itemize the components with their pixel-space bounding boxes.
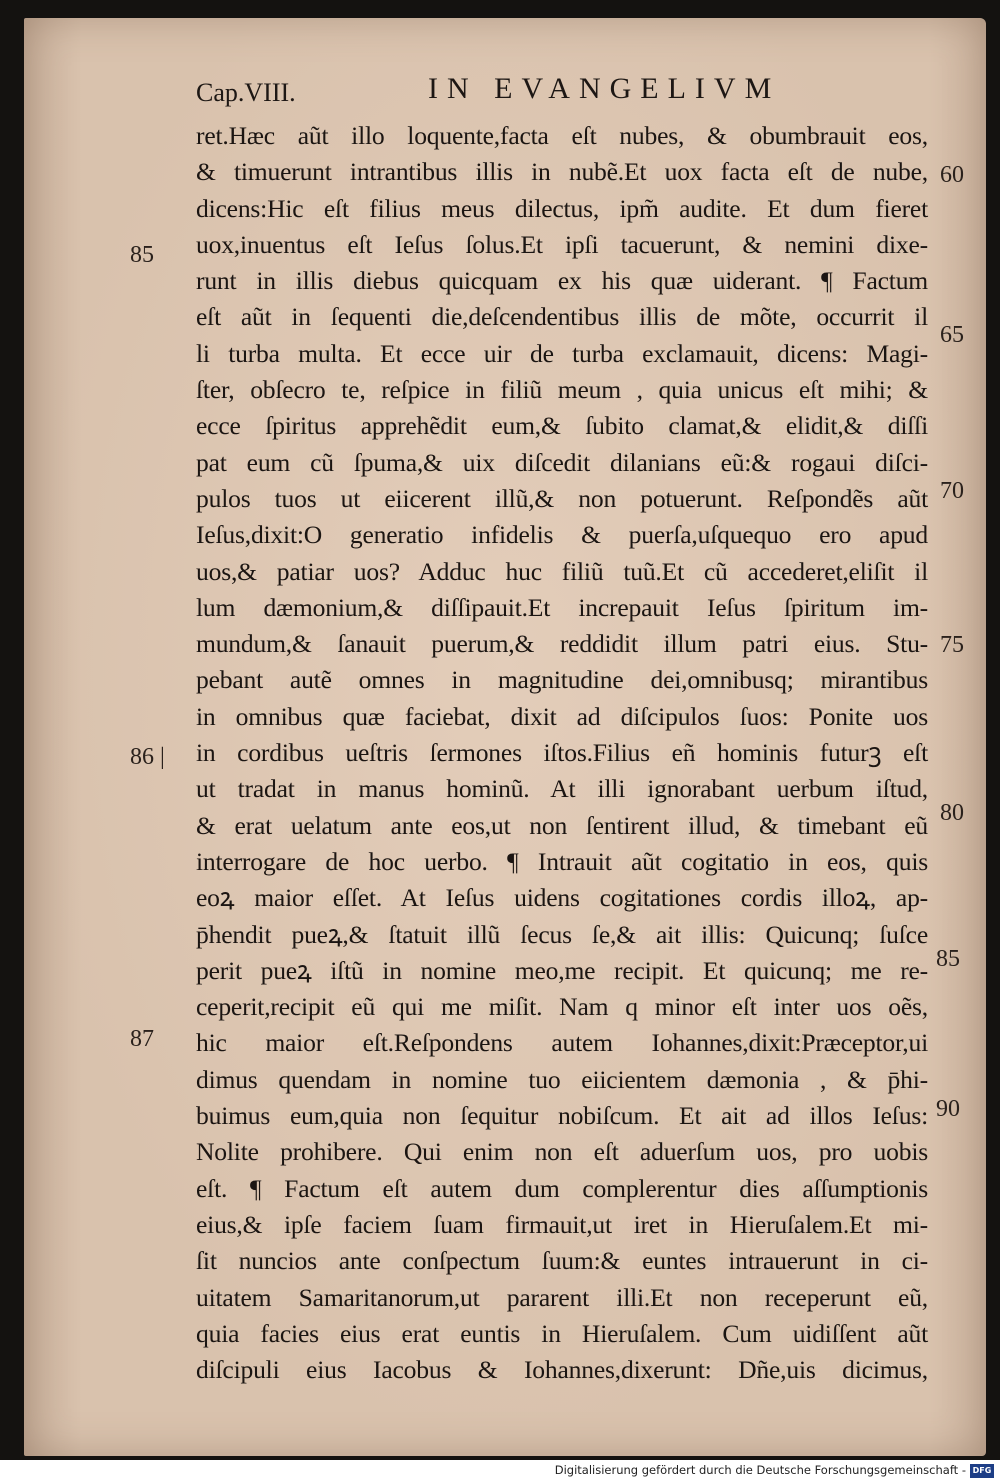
text-line: in omnibus quæ faciebat, dixit ad diſcipulos ſuos: Ponite uos (196, 701, 928, 731)
text-line: uox,inuentus eſt Ieſus ſolus.Et ipſi tacuerunt, & nemini dixe- (196, 229, 928, 259)
text-line: ſit nuncios ante conſpectum ſuum:& euntes intrauerunt in ci- (196, 1246, 928, 1276)
text-line: eſt aũt in ſequenti die,deſcendentibus illis de mõte, occurrit il (196, 302, 928, 332)
text-line: in cordibus ueſtris ſermones iſtos.Filius eñ hominis futurꝫ eſt (196, 738, 928, 768)
funding-credit: Digitalisierung gefördert durch die Deutsche Forschungsgemeinschaft - (554, 1463, 966, 1477)
text-line: p̄hendit pueꝝ,& ſtatuit illũ ſecus ſe,& ait illis: Quicunq; ſuſce (196, 919, 928, 949)
text-line: & erat uelatum ante eos,ut non ſentirent illud, & timebant eũ (196, 810, 928, 840)
margin-number-right: 80 (940, 800, 964, 826)
text-line: ecce ſpiritus apprehẽdit eum,& ſubito clamat,& elidit,& diſſi (196, 411, 928, 441)
text-line: perit pueꝝ iſtũ in nomine meo,me recipit. Et quicunq; me re- (196, 955, 928, 985)
text-line: dimus quendam in nomine tuo eiicientem dæmonia , & p̄hi- (196, 1064, 928, 1094)
running-title: IN EVANGELIVM (428, 72, 781, 105)
margin-number-right: 90 (936, 1096, 960, 1122)
text-line: hic maior eſt.Reſpondens autem Iohannes,dixit:Præceptor,ui (196, 1028, 928, 1058)
text-line: dicens:Hic eſt filius meus dilectus, ipm̃ audite. Et dum fieret (196, 193, 928, 223)
text-line: & timuerunt intrantibus illis in nubẽ.Et uox facta eſt de nube, (196, 157, 928, 187)
margin-number-left: 85 (130, 242, 154, 268)
text-line: lum dæmonium,& diſſipauit.Et increpauit Ieſus ſpiritum im- (196, 592, 928, 622)
margin-number-right: 60 (940, 162, 964, 188)
text-line: quia facies eius erat euntis in Hieruſalem. Cum uidiſſent aũt (196, 1318, 928, 1348)
margin-number-right: 70 (940, 478, 964, 504)
chapter-label: Cap.VIII. (196, 78, 296, 107)
text-line: uitatem Samaritanorum,ut pararent illi.Et non receperunt eũ, (196, 1282, 928, 1312)
text-line: Nolite prohibere. Qui enim non eſt aduerſum uos, pro uobis (196, 1137, 928, 1167)
margin-number-left: 87 (130, 1026, 154, 1052)
text-line: ſter, obſecro te, reſpice in filiũ meum , quia unicus eſt mihi; & (196, 375, 928, 405)
text-line: ret.Hæc aũt illo loquente,facta eſt nubes, & obumbrauit eos, (196, 121, 928, 150)
text-line: ceperit,recipit eũ qui me miſit. Nam q minor eſt inter uos oẽs, (196, 992, 928, 1022)
dfg-logo-icon: DFG (970, 1464, 994, 1478)
text-line: mundum,& ſanauit puerum,& reddidit illum patri eius. Stu- (196, 629, 928, 659)
text-line: ut tradat in manus hominũ. At illi ignorabant uerbum iſtud, (196, 774, 928, 804)
text-line: Ieſus,dixit:O generatio infidelis & puerſa,uſquequo ero apud (196, 520, 928, 550)
footer-bar (0, 1460, 1000, 1482)
text-line: uos,& patiar uos? Adduc huc filiũ tuũ.Et cũ accederet,eliſit il (196, 556, 928, 586)
text-line: li turba multa. Et ecce uir de turba exclamauit, dicens: Magi- (196, 338, 928, 368)
margin-number-right: 65 (940, 322, 964, 348)
text-line: runt in illis diebus quicquam ex his quæ uiderant. ¶ Factum (196, 266, 928, 296)
text-line: pebant autẽ omnes in magnitudine dei,omnibusq; mirantibus (196, 665, 928, 695)
text-line: eſt. ¶ Factum eſt autem dum complerentur dies aſſumptionis (196, 1173, 928, 1203)
text-line: eoꝝ maior eſſet. At Ieſus uidens cogitationes cordis illoꝝ, ap- (196, 883, 928, 913)
text-line: pulos tuos ut eiicerent illũ,& non potuerunt. Reſpondẽs aũt (196, 483, 928, 513)
margin-number-right: 75 (940, 632, 964, 658)
margin-number-left: 86 | (130, 744, 165, 770)
running-head (196, 72, 816, 112)
text-block (196, 118, 928, 1388)
text-line: diſcipuli eius Iacobus & Iohannes,dixerunt: Dñe,uis dicimus, (196, 1355, 928, 1385)
text-line: buimus eum,quia non ſequitur nobiſcum. Et ait ad illos Ieſus: (196, 1101, 928, 1131)
text-line: pat eum cũ ſpuma,& uix diſcedit dilanians eũ:& rogaui diſci- (196, 447, 928, 477)
text-line: eius,& ipſe faciem ſuam firmauit,ut iret in Hieruſalem.Et mi- (196, 1209, 928, 1239)
text-line: interrogare de hoc uerbo. ¶ Intrauit aũt cogitatio in eos, quis (196, 846, 928, 876)
margin-number-right: 85 (936, 946, 960, 972)
